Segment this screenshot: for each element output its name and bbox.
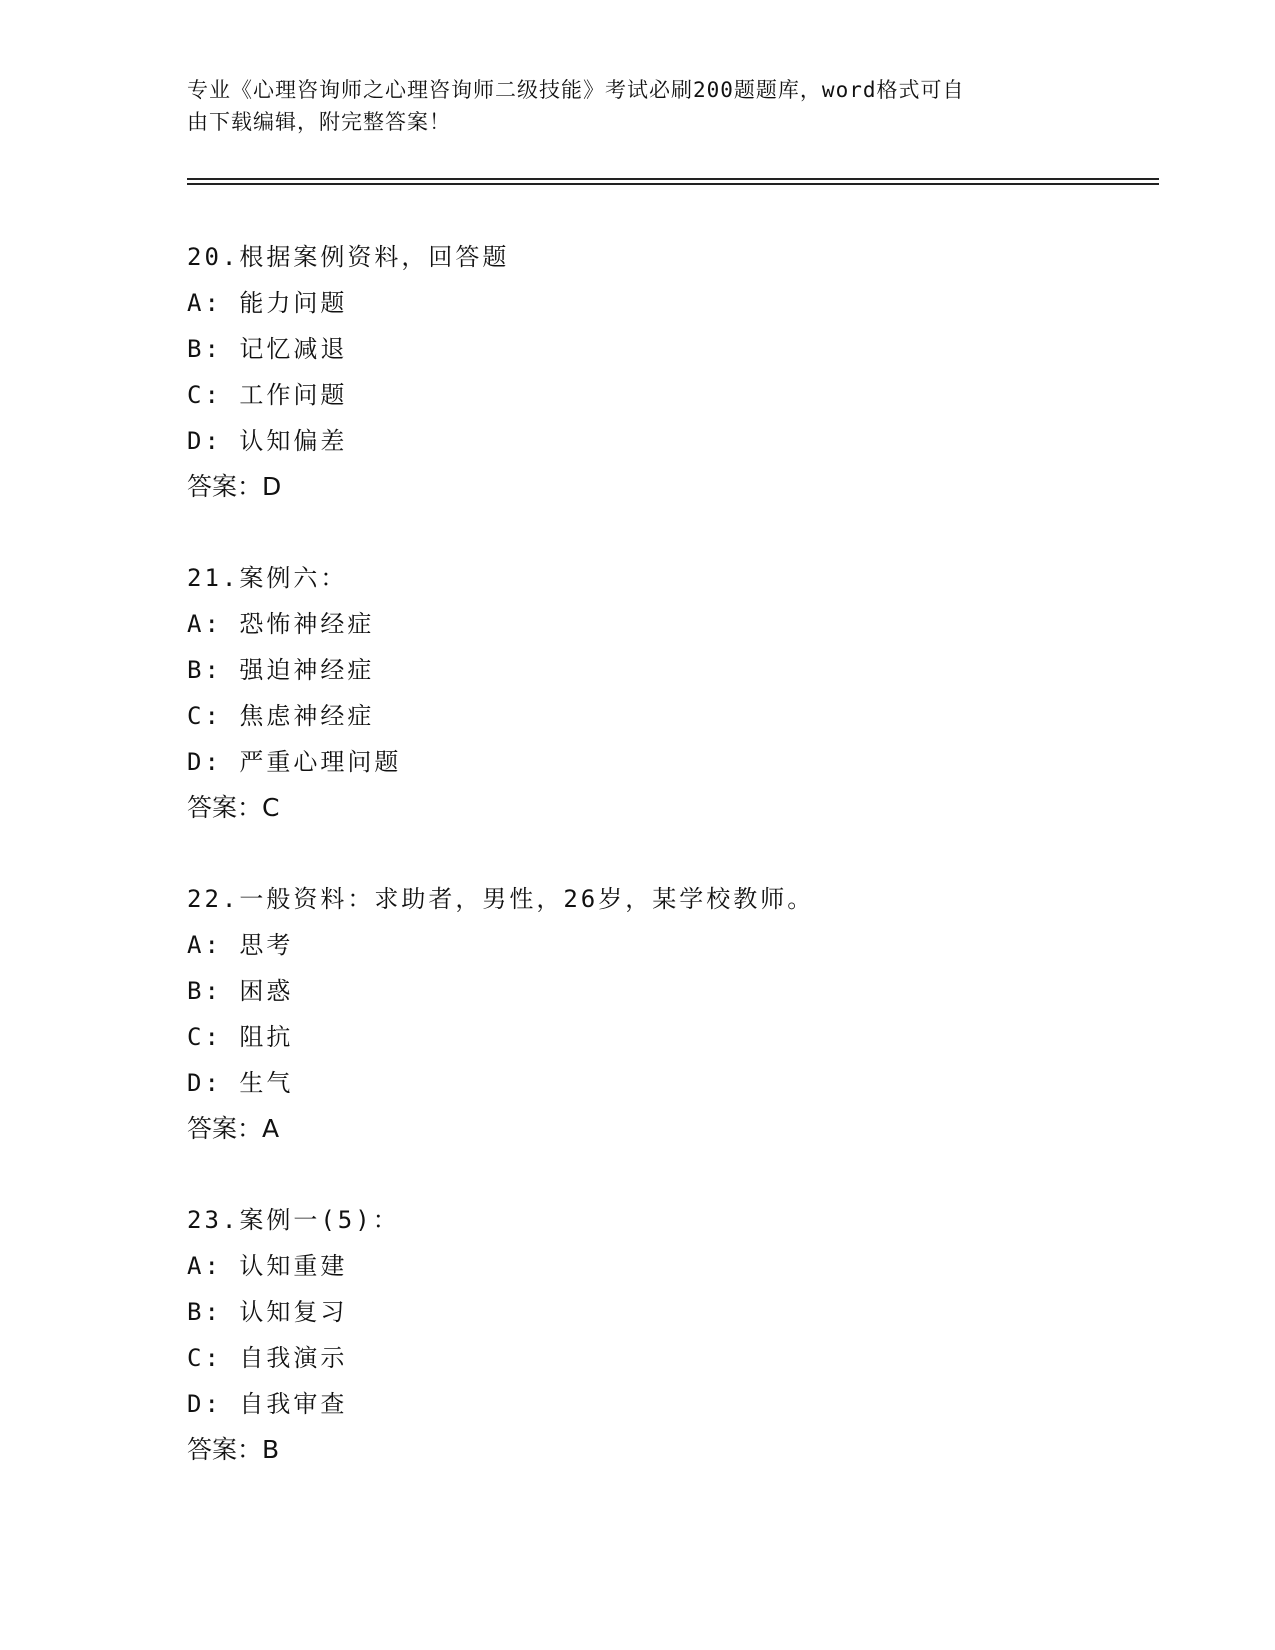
question-stem: 20.根据案例资料，回答题: [187, 243, 510, 271]
option-b: B: 强迫神经症: [187, 656, 375, 684]
answer-line: 答案：C: [187, 793, 280, 822]
question-22: [187, 876, 1137, 1152]
option-a: A: 思考: [187, 931, 294, 959]
question-23: [187, 1197, 1137, 1473]
option-c: C: 阻抗: [187, 1023, 294, 1051]
option-b: B: 认知复习: [187, 1298, 348, 1326]
option-a: A: 认知重建: [187, 1252, 348, 1280]
header-line-1: 专业《心理咨询师之心理咨询师二级技能》考试必刷200题题库，word格式可自: [187, 78, 965, 102]
question-21: [187, 555, 1137, 831]
answer-line: 答案：B: [187, 1435, 280, 1464]
option-d: D: 生气: [187, 1069, 294, 1097]
answer-line: 答案：A: [187, 1114, 280, 1143]
option-d: D: 自我审查: [187, 1390, 348, 1418]
question-stem: 22.一般资料：求助者，男性，26岁，某学校教师。: [187, 885, 815, 913]
option-b: B: 困惑: [187, 977, 294, 1005]
question-20: [187, 234, 1137, 510]
option-c: C: 焦虑神经症: [187, 702, 375, 730]
question-stem: 21.案例六：: [187, 564, 348, 592]
header-line-2: 由下载编辑，附完整答案！: [187, 110, 451, 134]
option-a: A: 恐怖神经症: [187, 610, 375, 638]
answer-line: 答案：D: [187, 472, 282, 501]
option-c: C: 自我演示: [187, 1344, 348, 1372]
header-divider-top: [187, 178, 1159, 180]
option-c: C: 工作问题: [187, 381, 348, 409]
option-a: A: 能力问题: [187, 289, 348, 317]
option-b: B: 记忆减退: [187, 335, 348, 363]
document-header: [187, 74, 1077, 138]
option-d: D: 认知偏差: [187, 427, 348, 455]
option-d: D: 严重心理问题: [187, 748, 402, 776]
question-stem: 23.案例一(5)：: [187, 1206, 400, 1234]
header-divider-bottom: [187, 183, 1159, 185]
